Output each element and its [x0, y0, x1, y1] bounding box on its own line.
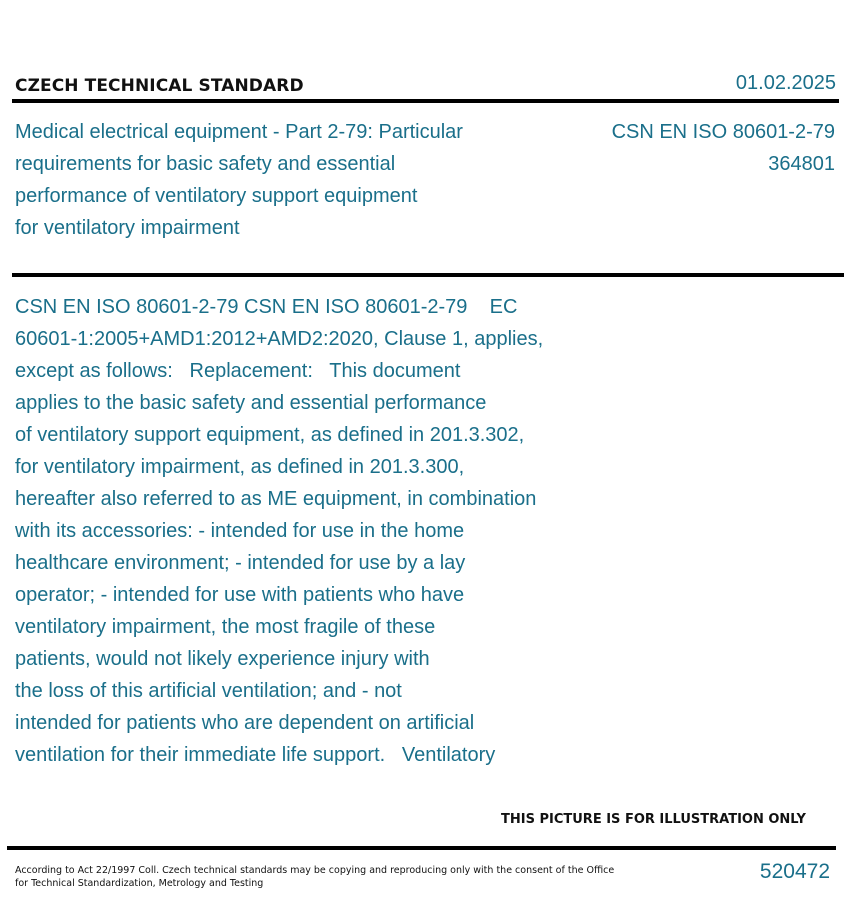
standard-code: CSN EN ISO 80601-2-79 — [611, 121, 835, 143]
abstract-line: for ventilatory impairment, as defined in 201.3.300, — [15, 456, 465, 478]
abstract-line: 60601-1:2005+AMD1:2012+AMD2:2020, Clause 1, applies, — [15, 328, 544, 350]
standard-title-line: Medical electrical equipment - Part 2-79: Particular — [15, 121, 463, 143]
standard-identifier — [612, 116, 835, 180]
abstract-line: healthcare environment; - intended for use by a lay — [15, 552, 466, 574]
document-type-heading: CZECH TECHNICAL STANDARD — [15, 76, 304, 96]
abstract-line: ventilation for their immediate life support. Ventilatory — [15, 744, 496, 766]
copyright-notice — [15, 864, 614, 890]
abstract-line: the loss of this artificial ventilation; and - not — [15, 680, 402, 702]
abstract-line: patients, would not likely experience injury with — [15, 648, 430, 670]
standard-title — [15, 116, 535, 244]
title-divider — [12, 273, 844, 277]
footer-divider — [7, 846, 836, 850]
copyright-line: for Technical Standardization, Metrology and Testing — [15, 878, 264, 889]
abstract-line: CSN EN ISO 80601-2-79 CSN EN ISO 80601-2-79 EC — [15, 296, 518, 318]
standard-title-line: performance of ventilatory support equipment — [15, 185, 418, 207]
abstract-line: intended for patients who are dependent on artificial — [15, 712, 475, 734]
copyright-line: According to Act 22/1997 Coll. Czech technical standards may be copying and reproducing only with the consent of the Office — [15, 865, 615, 876]
abstract-line: except as follows: Replacement: This document — [15, 360, 461, 382]
standard-title-line: requirements for basic safety and essential — [15, 153, 396, 175]
abstract-line: with its accessories: - intended for use in the home — [15, 520, 465, 542]
illustration-disclaimer: THIS PICTURE IS FOR ILLUSTRATION ONLY — [501, 812, 806, 827]
publication-date: 01.02.2025 — [735, 72, 836, 94]
standard-number: 364801 — [768, 153, 835, 175]
catalog-number: 520472 — [759, 860, 830, 883]
abstract-line: applies to the basic safety and essential performance — [15, 392, 487, 414]
standard-title-line: for ventilatory impairment — [15, 217, 240, 239]
abstract-line: of ventilatory support equipment, as defined in 201.3.302, — [15, 424, 525, 446]
header-divider — [12, 99, 839, 103]
standard-abstract — [15, 291, 615, 771]
abstract-line: operator; - intended for use with patients who have — [15, 584, 465, 606]
abstract-line: hereafter also referred to as ME equipment, in combination — [15, 488, 537, 510]
abstract-line: ventilatory impairment, the most fragile of these — [15, 616, 436, 638]
